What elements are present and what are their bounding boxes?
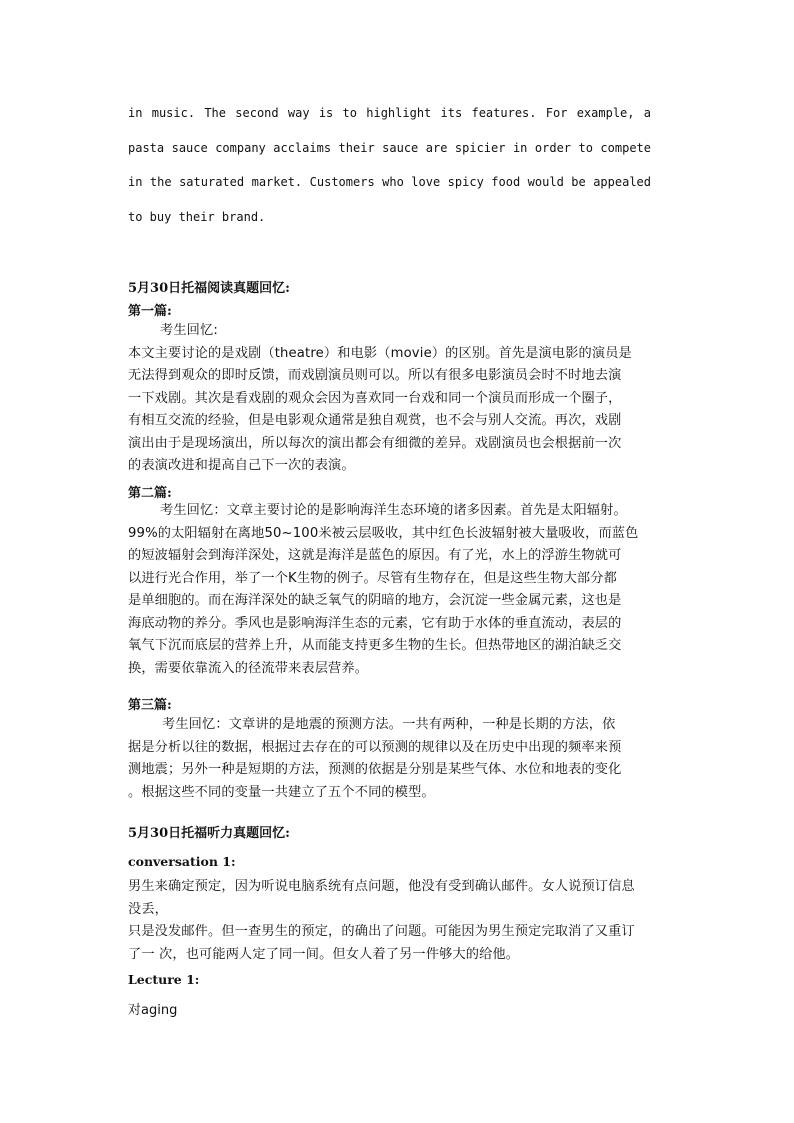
- conversation1-body: [128, 876, 658, 966]
- conversation1-line: 男生来确定预定，因为听说电脑系统有点问题，他没有受到确认邮件。女人说预订信息: [128, 879, 635, 894]
- passage1-line: 考生回忆:: [160, 323, 218, 338]
- english-line: in the saturated market. Customers who love spicy food would be appealed: [128, 175, 651, 189]
- passage3-line: 。根据这些不同的变量一共建立了五个不同的模型。: [128, 784, 435, 800]
- passage1-line: 本文主要讨论的是戏剧（theatre）和电影（movie）的区别。首先是演电影的演员是: [128, 345, 632, 361]
- passage2-line: 换，需要依靠流入的径流带来表层营养。: [128, 660, 369, 676]
- conversation1-line: 只是没发邮件。但一查男生的预定，的确出了问题。可能因为男生预定完取消了又重订: [128, 924, 635, 939]
- passage1-line: 演出由于是现场演出，所以每次的演出都会有细微的差异。戏剧演员也会根据前一次: [128, 435, 622, 451]
- passage2-heading: 第二篇:: [128, 486, 172, 501]
- english-paragraph: [128, 96, 651, 234]
- reading-title: 5月30日托福阅读真题回忆:: [128, 281, 290, 296]
- conversation1-label: conversation 1:: [128, 854, 236, 869]
- passage2-line: 海底动物的养分。季风也是影响海洋生态的元素，它有助于水体的垂直流动，表层的: [128, 615, 622, 631]
- passage3-body: [128, 714, 658, 804]
- passage3-line: 测地震；另外一种是短期的方法，预测的依据是分别是某些气体、水位和地表的变化: [128, 762, 622, 777]
- passage1-line: 无法得到观众的即时反馈，而戏剧演员则可以。所以有很多电影演员会时不时地去演: [128, 368, 622, 383]
- passage3-heading: 第三篇:: [128, 698, 172, 713]
- passage2-line: 氧气下沉而底层的营养上升，从而能支持更多生物的生长。但热带地区的湖泊缺乏交: [128, 638, 622, 653]
- lecture1-label: Lecture 1:: [128, 972, 200, 987]
- passage1-body: [128, 320, 658, 478]
- lecture1-text: 对aging: [128, 1003, 178, 1018]
- listening-title: 5月30日托福听力真题回忆:: [128, 826, 290, 841]
- passage2-line: 的短波辐射会到海洋深处，这就是海洋是蓝色的原因。有了光，水上的浮游生物就可: [128, 548, 622, 563]
- passage2-line: 99%的太阳辐射在离地50~100米被云层吸收，其中红色长波辐射被大量吸收，而蓝色: [128, 525, 639, 541]
- passage1-line: 的表演改进和提高自己下一次的表演。: [128, 458, 355, 473]
- conversation1-line: 了一 次，也可能两人定了同一间。但女人着了另一件够大的给他。: [128, 946, 520, 962]
- passage1-line: 一下戏剧。其次是看戏剧的观众会因为喜欢同一台戏和同一个演员而形成一个圈子，: [128, 390, 622, 406]
- passage2-line: 是单细胞的。而在海洋深处的缺乏氧气的阴暗的地方，会沉淀一些金属元素，这也是: [128, 593, 622, 608]
- passage2-body: [128, 500, 658, 680]
- english-line: to buy their brand.: [128, 209, 266, 224]
- conversation1-line: 没丢，: [128, 901, 169, 917]
- passage2-line: 考生回忆：文章主要讨论的是影响海洋生态环境的诸多因素。首先是太阳辐射。: [160, 503, 627, 518]
- english-line: pasta sauce company acclaims their sauce are spicier in order to compete: [128, 140, 651, 155]
- passage3-line: 据是分析以往的数据，根据过去存在的可以预测的规律以及在历史中出现的频率来预: [128, 739, 622, 755]
- passage3-line: 考生回忆：文章讲的是地震的预测方法。一共有两种，一种是长期的方法，依: [162, 717, 616, 732]
- passage1-heading: 第一篇:: [128, 304, 172, 319]
- passage2-line: 以进行光合作用，举了一个K生物的例子。尽管有生物存在，但是这些生物大部分都: [128, 570, 617, 586]
- passage1-line: 有相互交流的经验，但是电影观众通常是独自观赏，也不会与别人交流。再次，戏剧: [128, 413, 622, 428]
- english-line: in music. The second way is to highlight its features. For example, a: [128, 106, 651, 120]
